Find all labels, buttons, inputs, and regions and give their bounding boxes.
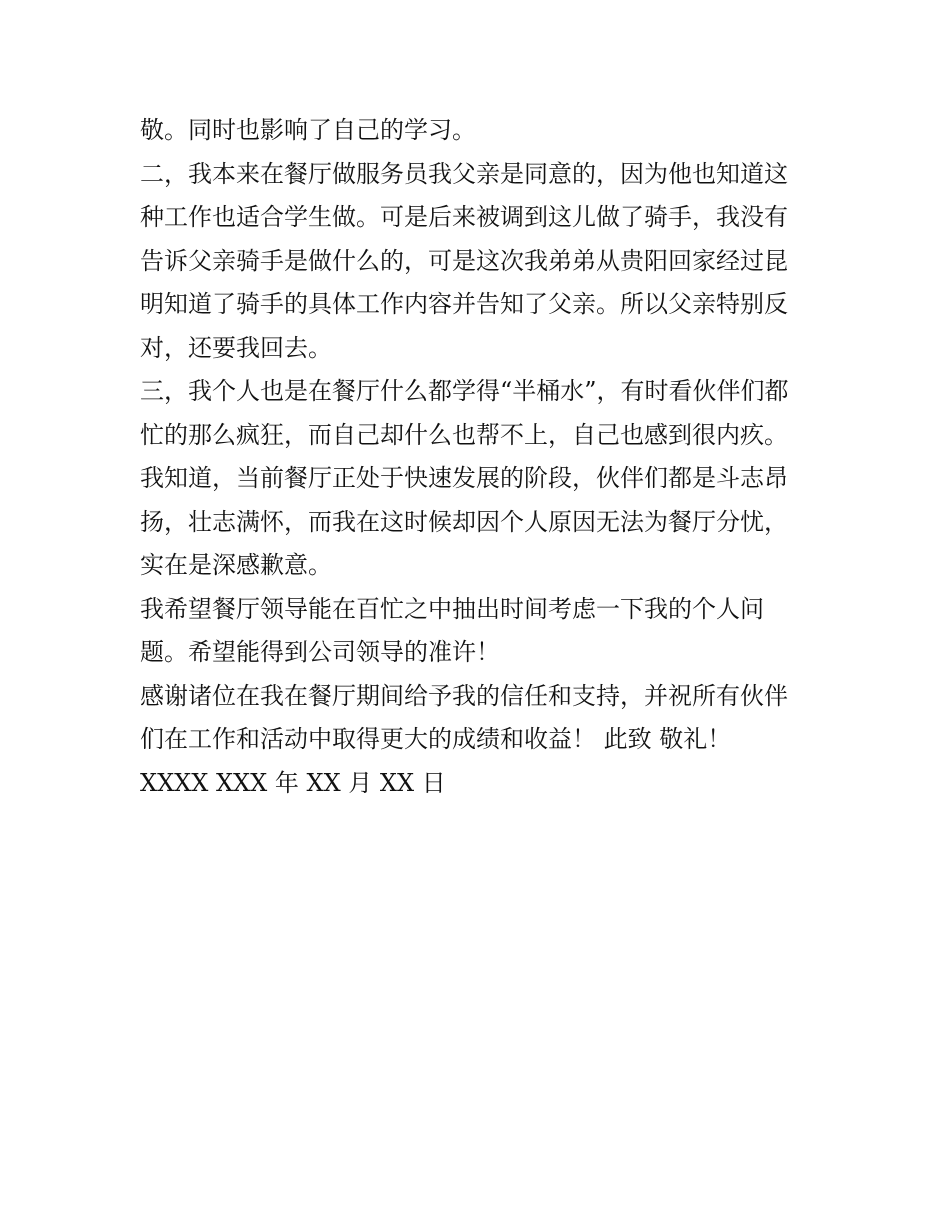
text-line: 感谢诸位在我在餐厅期间给予我的信任和支持，并祝所有伙伴 xyxy=(140,681,788,710)
text-line: 们在工作和活动中取得更大的成绩和收益！ 此致 敬礼！ xyxy=(140,725,732,753)
text-line: 实在是深感歉意。 xyxy=(140,551,332,579)
text-line: 种工作也适合学生做。可是后来被调到这儿做了骑手，我没有 xyxy=(140,203,788,231)
text-line: 忙的那么疯狂，而自己却什么也帮不上，自己也感到很内疚。 xyxy=(140,420,788,449)
letter-body xyxy=(140,109,820,805)
text-line: 明知道了骑手的具体工作内容并告知了父亲。所以父亲特别反 xyxy=(140,290,788,318)
text-line: 二，我本来在餐厅做服务员我父亲是同意的，因为他也知道这 xyxy=(140,159,788,188)
text-line: 题。希望能得到公司领导的准许！ xyxy=(140,638,500,666)
text-line: 三，我个人也是在餐厅什么都学得“半桶水”，有时看伙伴们都 xyxy=(140,377,789,405)
text-line: 扬，壮志满怀，而我在这时候却因个人原因无法为餐厅分忧， xyxy=(140,507,788,536)
date-line: XXXX XXX 年 XX 月 XX 日 xyxy=(140,768,446,797)
text-line: 敬。同时也影响了自己的学习。 xyxy=(140,116,476,144)
text-line: 对，还要我回去。 xyxy=(140,333,332,362)
text-line: 我希望餐厅领导能在百忙之中抽出时间考虑一下我的个人问 xyxy=(140,594,764,623)
text-line: 告诉父亲骑手是做什么的，可是这次我弟弟从贵阳回家经过昆 xyxy=(140,246,788,275)
text-line: 我知道，当前餐厅正处于快速发展的阶段，伙伴们都是斗志昂 xyxy=(140,464,788,492)
